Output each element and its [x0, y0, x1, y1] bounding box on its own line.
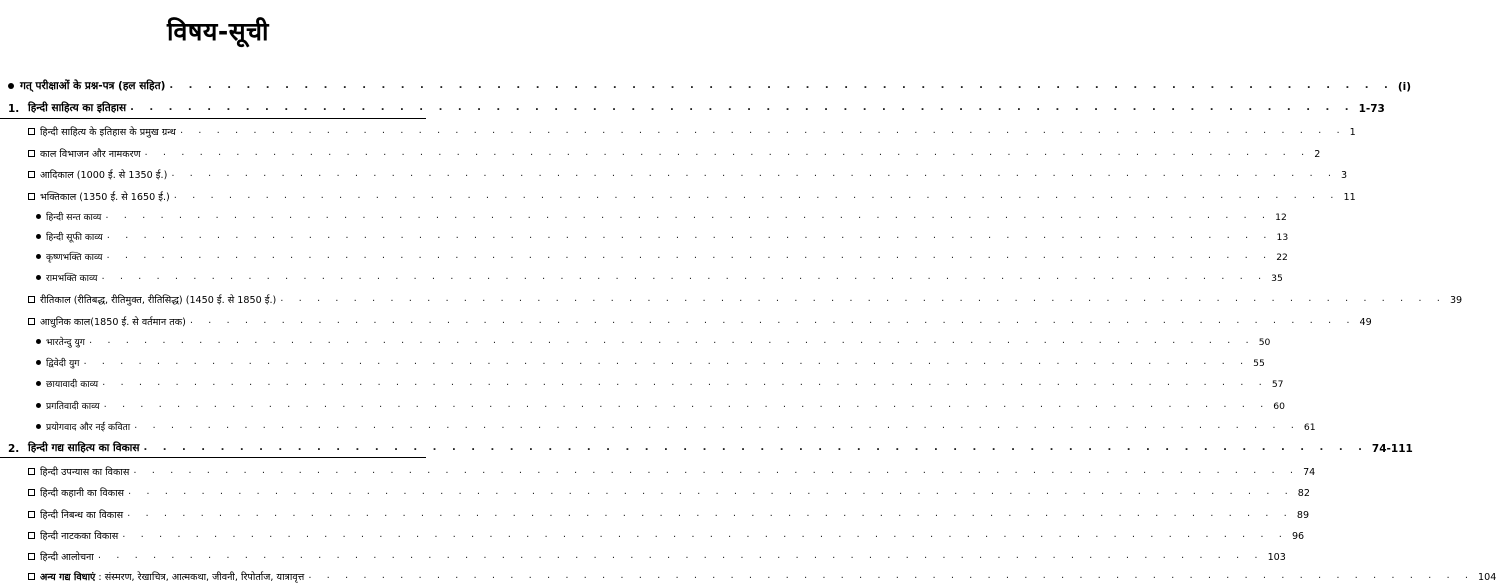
big-bullet-icon — [8, 83, 14, 89]
leader-dots: . . . . . . . . . . . . . . . . . . . . . . . . . . . . . . . . . . . . . . . . . . . . . . . . . . . . . . . . . . . . . . . . — [308, 570, 1475, 581]
toc-subitem[interactable] — [0, 245, 1288, 263]
toc-label: रीतिकाल (रीतिबद्ध, रीतिमुक्त, रीतिसिद्ध) (1450 ई. से 1850 ई.) — [40, 295, 277, 306]
bullet-marker — [36, 212, 46, 223]
bullet-marker — [28, 295, 40, 306]
leader-dots: . . . . . . . . . . . . . . . . . . . . . . . . . . . . . . . . . . . . . . . . . . . . . . . . . . . . . . . . . . . . . . . . — [128, 486, 1294, 497]
toc-label: हिन्दी सूफी काव्य — [46, 232, 103, 243]
toc-label: काल विभाजन और नामकरण — [40, 149, 141, 160]
leader-dots: . . . . . . . . . . . . . . . . . . . . . . . . . . . . . . . . . . . . . . . . . . . . . . . . . . . . . . . . . . . . . . . . — [280, 293, 1446, 304]
section-number: 1. — [8, 103, 20, 115]
round-bullet-icon — [36, 339, 41, 344]
round-bullet-icon — [36, 424, 41, 429]
round-bullet-icon — [36, 234, 41, 239]
leader-dots: . . . . . . . . . . . . . . . . . . . . . . . . . . . . . . . . . . . . . . . . . . . . . . . . . . . . . . . . . . . . . . . . — [133, 465, 1300, 476]
leader-dots: . . . . . . . . . . . . . . . . . . . . . . . . . . . . . . . . . . . . . . . . . . . . . . . . . . . . . . . . . . . . . . . . — [134, 420, 1300, 431]
bullet-marker — [36, 379, 46, 390]
section-rule — [0, 118, 426, 119]
leader-dots: . . . . . . . . . . . . . . . . . . . . . . . . . . . . . . . . . . . . . . . . . . . . . . . . . . . . . . . . . . . . . . . . — [173, 190, 1340, 201]
toc-item[interactable] — [0, 163, 1348, 181]
toc-label: हिन्दी साहित्य के इतिहास के प्रमुख ग्रन्थ — [40, 127, 176, 138]
square-bullet-icon — [28, 318, 35, 325]
leader-dots: . . . . . . . . . . . . . . . . . . . . . . . . . . . . . . . . . . . . . . . . . . . . . . . . . . . . . . . . . . . . . . . . — [179, 125, 1346, 136]
square-bullet-icon — [28, 511, 35, 518]
page-number: 89 — [1296, 510, 1310, 521]
bullet-marker — [36, 358, 46, 369]
toc-item[interactable] — [0, 524, 1305, 542]
toc-item[interactable] — [0, 310, 1372, 328]
page-title: विषय-सूची — [167, 17, 269, 46]
page-number: 96 — [1291, 531, 1305, 542]
square-bullet-icon — [28, 128, 35, 135]
toc-subitem[interactable] — [0, 351, 1265, 369]
leader-dots: . . . . . . . . . . . . . . . . . . . . . . . . . . . . . . . . . . . . . . . . . . . . . . . . . . . . . . . . . . . . . . . . — [88, 335, 1255, 346]
square-bullet-icon — [28, 573, 35, 580]
toc-label: आधुनिक काल(1850 ई. से वर्तमान तक) — [40, 317, 186, 328]
leader-dots: . . . . . . . . . . . . . . . . . . . . . . . . . . . . . . . . . . . . . . . . . . . . . . . . . . . . . . . . . . . . . . . . — [122, 529, 1288, 540]
bullet-marker — [28, 192, 40, 203]
leader-dots: . . . . . . . . . . . . . . . . . . . . . . . . . . . . . . . . . . . . . . . . . . . . . . . . . . . . . . . . . . . . . . . . — [106, 250, 1273, 261]
leader-dots: . . . . . . . . . . . . . . . . . . . . . . . . . . . . . . . . . . . . . . . . . . . . . . . . . . . . . . . . . . . . . . . . — [83, 356, 1250, 367]
section-rule — [0, 457, 426, 458]
page-number: 3 — [1341, 170, 1348, 181]
toc-label: हिन्दी निबन्ध का विकास — [40, 510, 124, 521]
toc-label: गत् परीक्षाओं के प्रश्न-पत्र (हल सहित) — [20, 80, 166, 92]
toc-label: हिन्दी नाटकका विकास — [40, 531, 119, 542]
toc-item[interactable] — [0, 142, 1321, 160]
bullet-marker — [28, 552, 40, 563]
toc-label: रामभक्ति काव्य — [46, 273, 98, 284]
toc-label: प्रगतिवादी काव्य — [46, 401, 100, 412]
round-bullet-icon — [36, 360, 41, 365]
page-number: 12 — [1275, 212, 1287, 223]
bullet-marker — [28, 467, 40, 478]
bullet-marker — [36, 401, 46, 412]
leader-dots: . . . . . . . . . . . . . . . . . . . . . . . . . . . . . . . . . . . . . . . . . . . . . . . . . . . . . . . . . . . . . . . . — [105, 210, 1272, 221]
toc-label: हिन्दी कहानी का विकास — [40, 488, 125, 499]
toc-label — [40, 570, 304, 583]
toc-label: हिन्दी गद्य साहित्य का विकास — [28, 442, 140, 454]
section-number-marker — [8, 103, 28, 115]
page-number: 61 — [1303, 422, 1316, 433]
section-number: 2. — [8, 443, 20, 455]
leader-dots: . . . . . . . . . . . . . . . . . . . . . . . . . . . . . . . . . . . . . . . . . . . . . . . . . . . . . . . . . . . . . . . . — [103, 399, 1270, 410]
square-bullet-icon — [28, 150, 35, 157]
leader-dots: . . . . . . . . . . . . . . . . . . . . . . . . . . . . . . . . . . . . . . . . . . . . . . . . . . . . . . . . . . . . . . . . — [169, 80, 1394, 91]
toc-label: भक्तिकाल (1350 ई. से 1650 ई.) — [40, 192, 170, 203]
square-bullet-icon — [28, 468, 35, 475]
toc-subitem[interactable] — [0, 266, 1283, 284]
page-number: 74-111 — [1371, 443, 1413, 455]
square-bullet-icon — [28, 532, 35, 539]
toc-item[interactable] — [0, 503, 1310, 521]
toc-item[interactable] — [0, 545, 1286, 563]
square-bullet-icon — [28, 489, 35, 496]
bullet-marker — [28, 127, 40, 138]
leader-dots: . . . . . . . . . . . . . . . . . . . . . . . . . . . . . . . . . . . . . . . . . . . . . . . . . . . . . . . . . . . . . . . . — [102, 377, 1268, 388]
bullet-marker — [36, 273, 46, 284]
page-number: (i) — [1397, 81, 1412, 93]
page-number: 39 — [1449, 295, 1463, 306]
page-number: 50 — [1258, 337, 1271, 348]
bullet-marker — [8, 81, 20, 93]
toc-subitem[interactable] — [0, 394, 1285, 412]
bullet-marker — [28, 170, 40, 181]
leader-dots: . . . . . . . . . . . . . . . . . . . . . . . . . . . . . . . . . . . . . . . . . . . . . . . . . . . . . . . . . . . . . . . . — [171, 168, 1338, 179]
bullet-marker — [28, 572, 40, 583]
bullet-marker — [36, 337, 46, 348]
toc-label: हिन्दी सन्त काव्य — [46, 212, 102, 223]
page-number: 1 — [1349, 127, 1356, 138]
page-number: 103 — [1267, 552, 1286, 563]
toc-subitem[interactable] — [0, 205, 1287, 223]
toc-label-rest: : संस्मरण, रेखाचित्र, आत्मकथा, जीवनी, रिपोर्ताज, यात्रावृत्त — [95, 572, 305, 583]
round-bullet-icon — [36, 254, 41, 259]
page-number: 60 — [1273, 401, 1285, 412]
section-number-marker — [8, 443, 28, 455]
toc-section[interactable] — [0, 437, 1413, 455]
bullet-marker — [36, 422, 46, 433]
square-bullet-icon — [28, 193, 35, 200]
toc-item[interactable] — [0, 565, 1496, 583]
toc-subitem[interactable] — [0, 415, 1316, 433]
toc-label: कृष्णभक्ति काव्य — [46, 252, 103, 263]
toc-label-bold: अन्य गद्य विधाएं — [40, 572, 96, 583]
page-number: 49 — [1359, 317, 1372, 328]
bullet-marker — [28, 531, 40, 542]
toc-subitem[interactable] — [0, 372, 1284, 390]
round-bullet-icon — [36, 275, 41, 280]
bullet-marker — [28, 488, 40, 499]
leader-dots: . . . . . . . . . . . . . . . . . . . . . . . . . . . . . . . . . . . . . . . . . . . . . . . . . . . . . . . . . . . . . . . . — [106, 230, 1273, 241]
toc-item[interactable] — [0, 120, 1356, 138]
bullet-marker — [28, 510, 40, 521]
toc-item[interactable] — [0, 288, 1463, 306]
leader-dots: . . . . . . . . . . . . . . . . . . . . . . . . . . . . . . . . . . . . . . . . . . . . . . . . . . . . . . . . . . . . . . . . — [127, 508, 1293, 519]
leader-dots: . . . . . . . . . . . . . . . . . . . . . . . . . . . . . . . . . . . . . . . . . . . . . . . . . . . . . . . . . . . . . . . . — [130, 102, 1355, 113]
toc-item[interactable] — [0, 185, 1356, 203]
round-bullet-icon — [36, 403, 41, 408]
page-number: 35 — [1271, 273, 1283, 284]
toc-label: हिन्दी आलोचना — [40, 552, 94, 563]
page-number: 104 — [1478, 572, 1496, 583]
leader-dots: . . . . . . . . . . . . . . . . . . . . . . . . . . . . . . . . . . . . . . . . . . . . . . . . . . . . . . . . . . . . . . . . — [101, 271, 1268, 282]
page-number: 82 — [1297, 488, 1310, 499]
page-number: 2 — [1314, 149, 1321, 160]
toc-item[interactable] — [0, 460, 1316, 478]
toc-label: आदिकाल (1000 ई. से 1350 ई.) — [40, 170, 168, 181]
bullet-marker — [28, 317, 40, 328]
page-number: 11 — [1343, 192, 1356, 203]
bullet-marker — [36, 232, 46, 243]
bullet-marker — [28, 149, 40, 160]
toc-label: द्विवेदी युग — [46, 358, 80, 369]
toc-subitem[interactable] — [0, 330, 1271, 348]
round-bullet-icon — [36, 214, 41, 219]
leader-dots: . . . . . . . . . . . . . . . . . . . . . . . . . . . . . . . . . . . . . . . . . . . . . . . . . . . . . . . . . . . . . . . . — [144, 147, 1311, 158]
toc-item[interactable] — [0, 481, 1310, 499]
square-bullet-icon — [28, 296, 35, 303]
leader-dots: . . . . . . . . . . . . . . . . . . . . . . . . . . . . . . . . . . . . . . . . . . . . . . . . . . . . . . . . . . . . . . . . — [143, 442, 1368, 453]
page-number: 57 — [1271, 379, 1284, 390]
page-number: 74 — [1303, 467, 1316, 478]
leader-dots: . . . . . . . . . . . . . . . . . . . . . . . . . . . . . . . . . . . . . . . . . . . . . . . . . . . . . . . . . . . . . . . . — [189, 315, 1356, 326]
page-number: 1-73 — [1358, 103, 1385, 115]
bullet-marker — [36, 252, 46, 263]
toc-section[interactable] — [0, 75, 1412, 93]
toc-label: भारतेन्दु युग — [46, 337, 85, 348]
page-number: 55 — [1253, 358, 1265, 369]
toc-subitem[interactable] — [0, 225, 1289, 243]
square-bullet-icon — [28, 553, 35, 560]
page-number: 22 — [1276, 252, 1288, 263]
toc-section[interactable] — [0, 97, 1385, 115]
toc-label: छायावादी काव्य — [46, 379, 99, 390]
square-bullet-icon — [28, 171, 35, 178]
leader-dots: . . . . . . . . . . . . . . . . . . . . . . . . . . . . . . . . . . . . . . . . . . . . . . . . . . . . . . . . . . . . . . . . — [97, 550, 1264, 561]
toc-label: हिन्दी साहित्य का इतिहास — [28, 102, 127, 114]
toc-label: प्रयोगवाद और नई कविता — [46, 422, 131, 433]
toc-label: हिन्दी उपन्यास का विकास — [40, 467, 130, 478]
round-bullet-icon — [36, 381, 41, 386]
page-number: 13 — [1276, 232, 1289, 243]
